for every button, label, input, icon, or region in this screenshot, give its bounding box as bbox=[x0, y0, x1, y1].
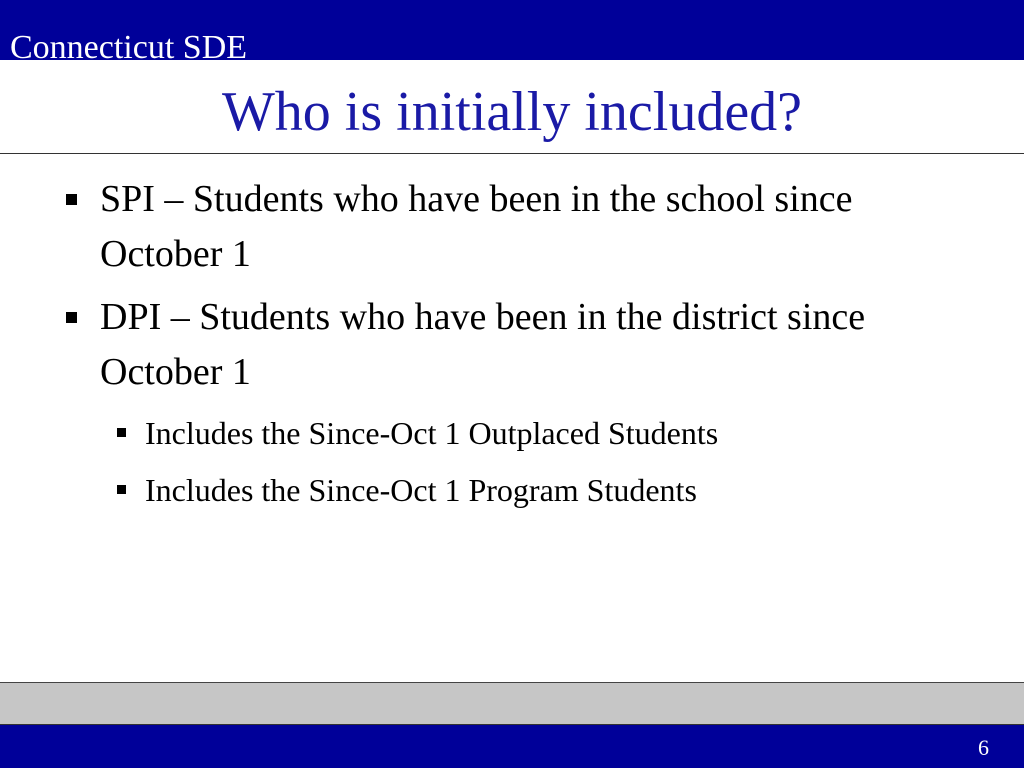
square-bullet-icon bbox=[66, 312, 77, 323]
page-number: 6 bbox=[978, 735, 989, 760]
bullet-text: SPI – Students who have been in the school since October 1 bbox=[100, 178, 853, 275]
square-bullet-icon bbox=[117, 485, 126, 494]
square-bullet-icon bbox=[66, 194, 77, 205]
bullet-text: DPI – Students who have been in the district since October 1 bbox=[100, 296, 866, 393]
bullet-item bbox=[100, 172, 980, 282]
sub-bullet-item bbox=[145, 413, 995, 453]
sub-bullet-item bbox=[145, 470, 995, 510]
sub-bullet-text: Includes the Since-Oct 1 Outplaced Students bbox=[145, 415, 719, 451]
footer-bar bbox=[0, 724, 1024, 768]
slide-title: Who is initially included? bbox=[221, 81, 803, 143]
footer-band bbox=[0, 682, 1024, 724]
org-label: Connecticut SDE bbox=[10, 29, 248, 60]
bullet-item bbox=[100, 290, 980, 400]
sub-bullet-text: Includes the Since-Oct 1 Program Students bbox=[145, 472, 697, 508]
square-bullet-icon bbox=[117, 428, 126, 437]
